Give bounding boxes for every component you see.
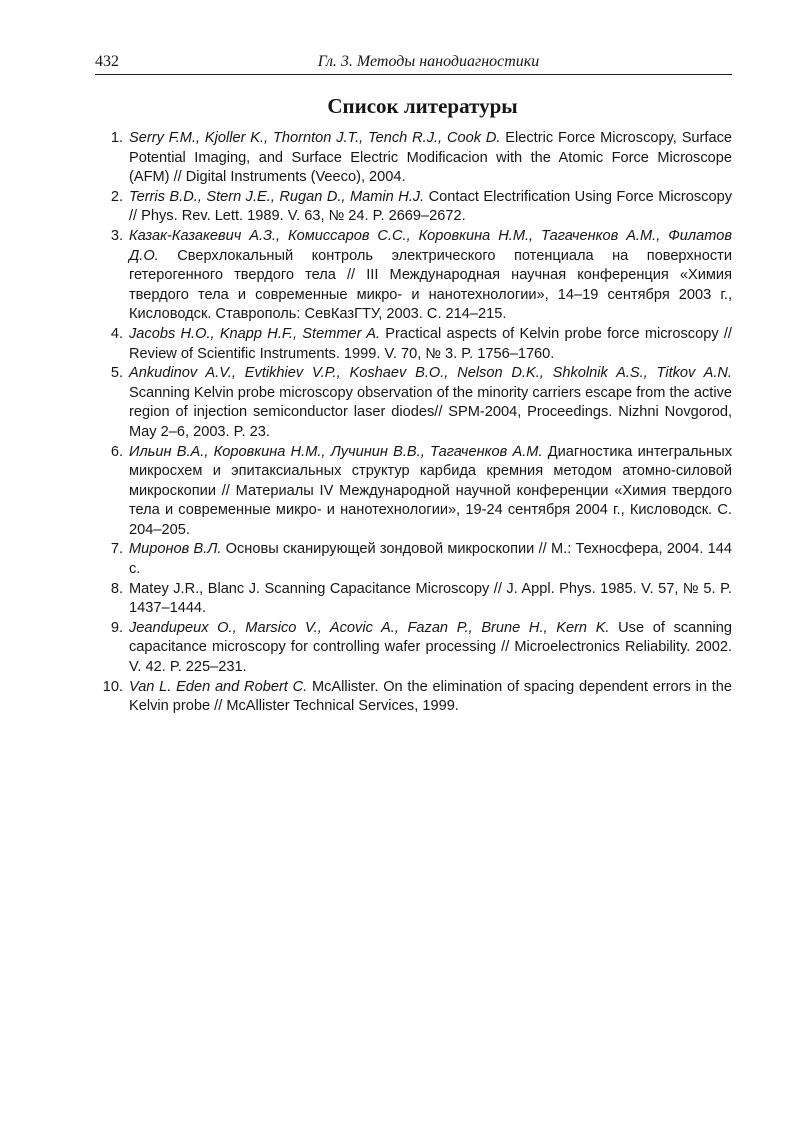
reference-text: Use of scanning capacitance microscopy for controlling wafer processing // Microelectronics Reliability. 2002. V. 42. P. 225–231. [129,619,732,676]
chapter-title: Гл. 3. Методы нанодиагностики [317,53,540,70]
reference-item [95,540,732,579]
reference-authors: Serry F.M., Kjoller K., Thornton J.T., Tench R.J., Cook D. [129,130,501,146]
reference-text: Scanning Kelvin probe microscopy observation of the minority carriers escape from the active region of injection semiconductor laser diodes// SPM-2004, Proceedings. Nizhni Novgorod, May 2–6, 2003. P. 23. [129,384,732,440]
reference-number: 2. [110,188,123,205]
reference-number: 8. [110,580,123,597]
reference-item [95,227,732,325]
reference-number: 4. [110,325,123,342]
reference-number: 1. [110,130,123,146]
reference-text: Practical aspects of Kelvin probe force microscopy // Review of Scientific Instruments. 1999. V. 70, № 3. P. 1756–1760. [129,325,732,362]
reference-text: Основы сканирующей зондовой микроскопии // М.: Техносфера, 2004. 144 с. [129,541,732,578]
reference-item [95,580,732,619]
reference-authors: Ильин В.А., Коровкина Н.М., Лучинин В.В., Тагаченков А.М. [129,443,543,460]
reference-list [95,129,732,717]
reference-text: Contact Electrification Using Force Microscopy // Phys. Rev. Lett. 1989. V. 63, № 24. P. 2669–2672. [129,188,733,225]
reference-authors: Terris B.D., Stern J.E., Rugan D., Mamin H.J. [129,188,425,205]
reference-authors: Jeandupeux O., Marsico V., Acovic A., Fazan P., Brune H., Kern K. [129,619,610,636]
reference-item [95,325,732,364]
reference-item [95,678,732,717]
reference-text: Electric Force Microscopy, Surface Potential Imaging, and Surface Electric Modificacion with the Atomic Force Microscope (AFM) // Digital Instruments (Veeco), 2004. [129,130,732,186]
reference-authors: Казак-Казакевич А.З., Комиссаров С.С., Коровкина Н.М., Тагаченков А.М., Филатов Д.О. [129,227,732,264]
reference-item [95,129,732,188]
reference-item [95,443,732,541]
reference-authors: Van L. Eden and Robert C. [129,678,308,695]
reference-number: 7. [110,541,123,558]
reference-number: 10. [102,678,123,695]
section-title: Список литературы [327,94,518,118]
reference-number: 6. [110,443,123,460]
reference-item [95,188,732,227]
reference-text: Сверхлокальный контроль электрического потенциала на поверхности гетерогенного твердого тела // III Международная научная конференция «Химия твердого тела и современные микро- и нанотехнологии», 14–19 сентября 2003 г., Кисловодск. Ставрополь: СевКазГТУ, 2003. С. 214–215. [129,247,732,323]
reference-text: Диагностика интегральных микросхем и эпитаксиальных структур карбида кремния методом атомно-силовой микроскопии // Материалы IV Международной научной конференции «Химия твердого тела и современные микро- и нанотехнологии», 19-24 сентября 2004 г., Кисловодск. С. 204–205. [129,443,732,538]
running-header [95,52,732,75]
reference-authors: Jacobs H.O., Knapp H.F., Stemmer A. [129,325,381,342]
reference-number: 5. [110,365,123,382]
reference-item [95,364,732,442]
page-number: 432 [95,53,119,70]
reference-text: Matey J.R., Blanc J. Scanning Capacitance Microscopy // J. Appl. Phys. 1985. V. 57, № 5. P. 1437–1444. [129,580,732,617]
book-page [95,52,732,717]
reference-number: 9. [110,619,123,636]
reference-number: 3. [110,227,123,244]
reference-item [95,619,732,678]
reference-authors: Миронов В.Л. [129,541,222,558]
reference-authors: Ankudinov A.V., Evtikhiev V.P., Koshaev B.O., Nelson D.K., Shkolnik A.S., Titkov A.N. [129,365,732,382]
reference-text: McAllister. On the elimination of spacing dependent errors in the Kelvin probe // McAllister Technical Services, 1999. [129,678,732,715]
